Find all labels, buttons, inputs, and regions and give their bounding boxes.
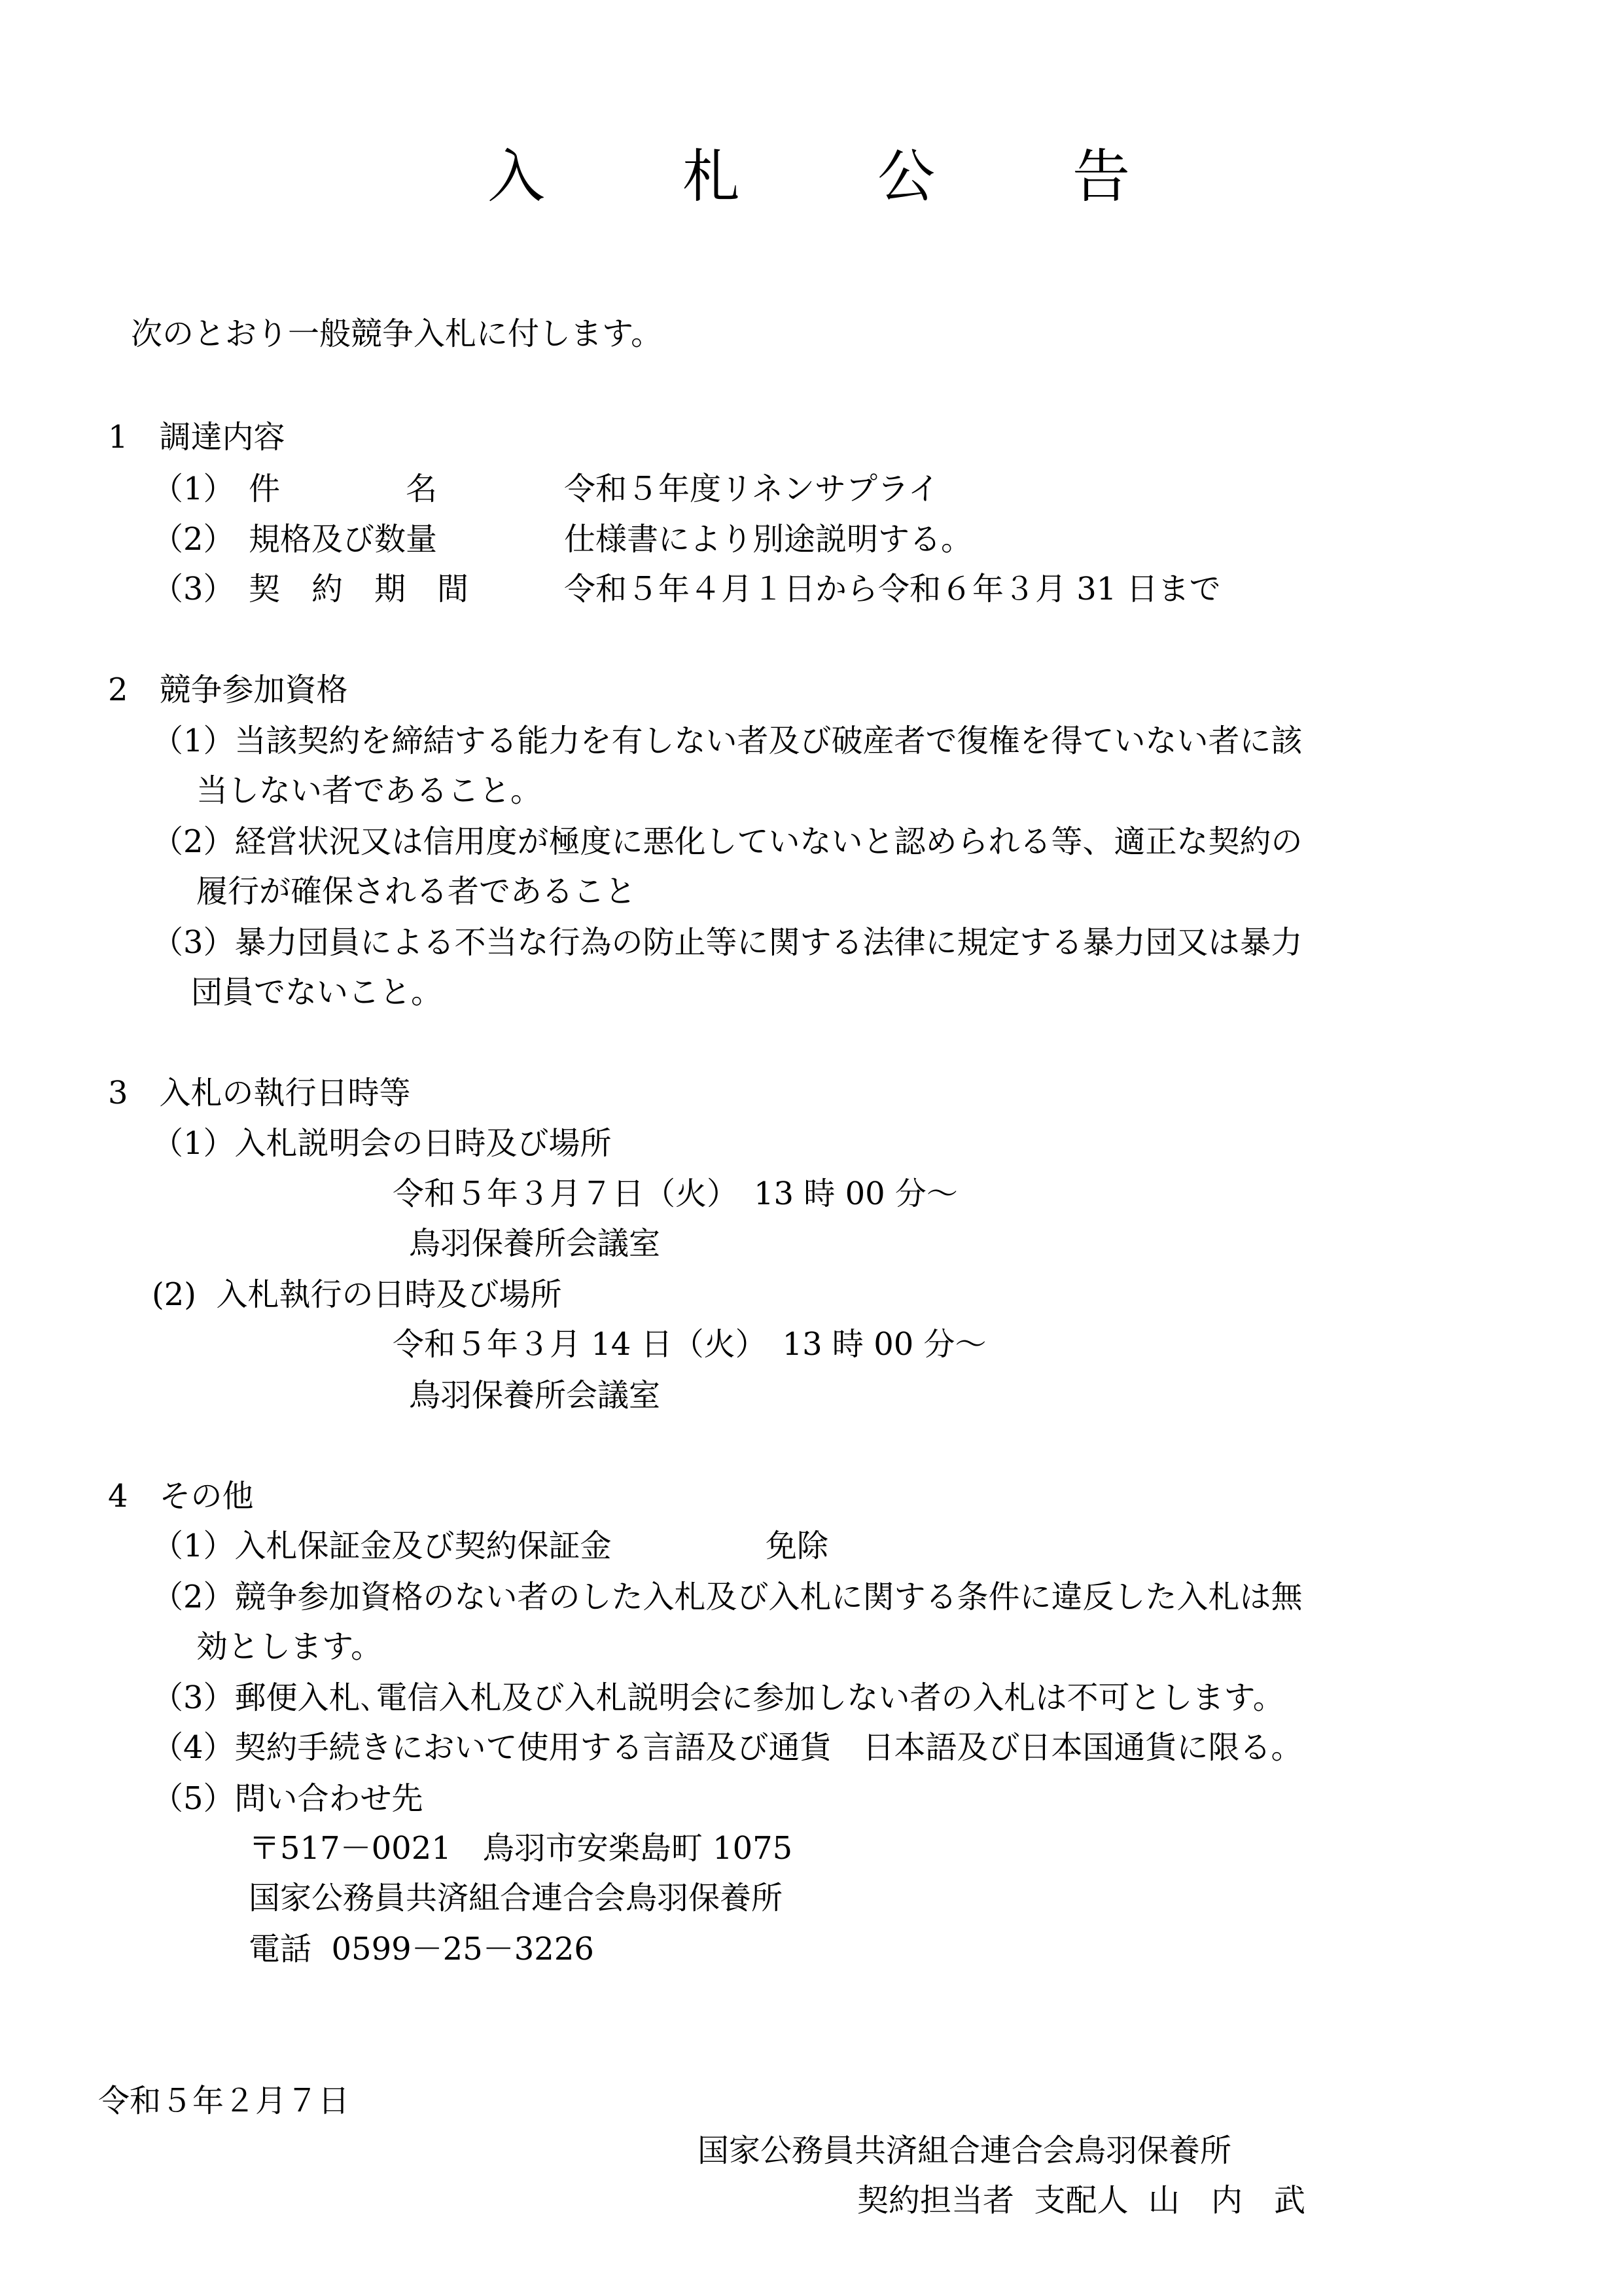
s2-item-3-line-1: （3）暴力団員による不当な行為の防止等に関する法律に規定する暴力団又は暴力	[152, 924, 1303, 961]
s1-item-1-value: 令和５年度リネンサプライ	[564, 471, 940, 507]
s4-item-4-text: （4）契約手続きにおいて使用する言語及び通貨 日本語及び日本国通貨に限る。	[152, 1729, 1303, 1766]
section-3-heading: 3 入札の執行日時等	[108, 1075, 411, 1111]
s4-item-1-value: 免除	[766, 1528, 829, 1564]
s1-item-2-label: 規格及び数量	[249, 521, 438, 558]
page-title	[0, 131, 1624, 213]
s4-item-1-text: （1）入札保証金及び契約保証金	[152, 1528, 612, 1564]
intro-text: 次のとおり一般競争入札に付します。	[131, 315, 663, 352]
s3-item-2-date: 令和５年３月 14 日（火） 13 時 00 分～	[393, 1326, 987, 1363]
s1-item-1-label: 件 名	[249, 471, 438, 507]
title-char: 公	[877, 143, 942, 210]
s3-item-1-date: 令和５年３月７日（火） 13 時 00 分～	[393, 1175, 958, 1212]
contact-address: 〒517－0021 鳥羽市安楽島町 1075	[249, 1830, 793, 1867]
s2-item-1-line-2: 当しない者であること。	[196, 772, 542, 809]
issuer-person: 契約担当者 支配人 山 内 武	[857, 2182, 1306, 2219]
contact-organization: 国家公務員共済組合連合会鳥羽保養所	[249, 1880, 783, 1916]
s1-item-2-value: 仕様書により別途説明する。	[564, 521, 973, 558]
s1-item-3-value: 令和５年４月１日から令和６年３月 31 日まで	[564, 571, 1221, 607]
s4-item-2-line-1: （2）競争参加資格のない者のした入札及び入札に関する条件に違反した入札は無	[152, 1579, 1303, 1615]
s2-item-1-line-1: （1）当該契約を締結する能力を有しない者及び破産者で復権を得ていない者に該	[152, 723, 1303, 759]
section-1-heading: 1 調達内容	[108, 419, 285, 456]
issuer-organization: 国家公務員共済組合連合会鳥羽保養所	[697, 2132, 1232, 2169]
s3-item-2-place: 鳥羽保養所会議室	[409, 1377, 661, 1414]
s2-item-3-line-2: 団員でないこと。	[191, 974, 443, 1011]
title-char: 入	[487, 143, 552, 210]
s1-item-2-num: （2）	[152, 521, 235, 558]
s4-item-3-text: （3）郵便入札､電信入札及び入札説明会に参加しない者の入札は不可とします。	[152, 1679, 1284, 1716]
notice-date: 令和５年２月７日	[98, 2083, 350, 2119]
s1-item-1-num: （1）	[152, 471, 235, 507]
title-char: 告	[1072, 143, 1137, 210]
section-4-heading: 4 その他	[108, 1478, 254, 1515]
s4-item-2-line-2: 効とします。	[196, 1628, 383, 1665]
contact-phone: 電話 0599－25－3226	[249, 1931, 594, 1967]
s2-item-2-line-1: （2）経営状況又は信用度が極度に悪化していないと認められる等、適正な契約の	[152, 823, 1303, 860]
s3-item-2-heading: (2) 入札執行の日時及び場所	[152, 1276, 562, 1313]
s4-item-5-text: （5）問い合わせ先	[152, 1780, 423, 1817]
s1-item-3-num: （3）	[152, 571, 235, 607]
s2-item-2-line-2: 履行が確保される者であること	[196, 873, 637, 910]
title-char: 札	[682, 143, 747, 210]
s3-item-1-place: 鳥羽保養所会議室	[409, 1225, 661, 1262]
s3-item-1-heading: （1）入札説明会の日時及び場所	[152, 1125, 612, 1162]
section-2-heading: 2 競争参加資格	[108, 672, 348, 708]
s1-item-3-label: 契 約 期 間	[249, 571, 469, 607]
